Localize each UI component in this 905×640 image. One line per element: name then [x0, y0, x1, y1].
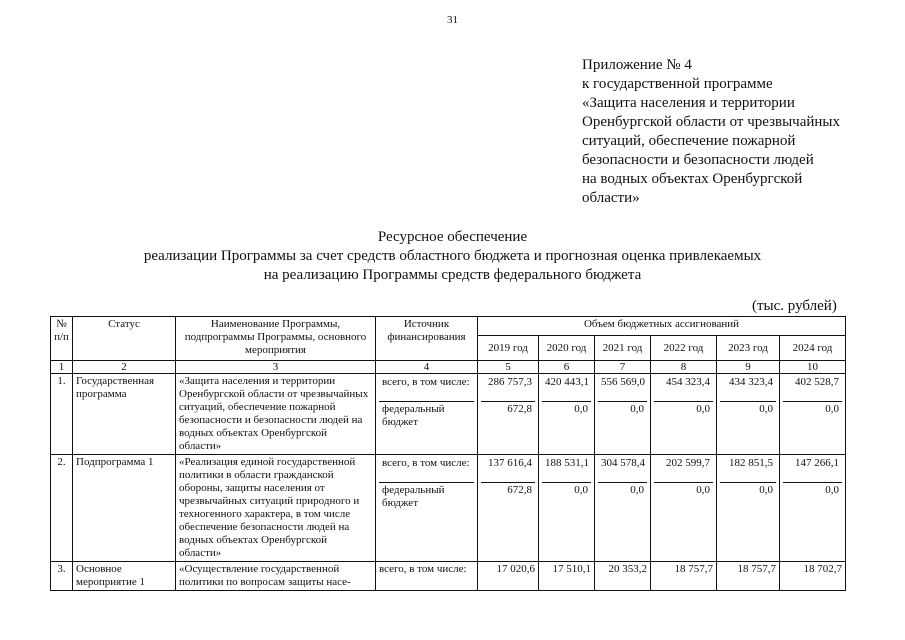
- appendix-line: на водных объектах Оренбургской: [582, 171, 803, 187]
- source-total: всего, в том числе:: [376, 562, 478, 591]
- row-status: Подпрограмма 1: [73, 455, 176, 562]
- title-line: Ресурсное обеспечение: [377, 229, 528, 245]
- column-index: 7: [595, 361, 651, 374]
- row-num: 1.: [51, 374, 73, 455]
- federal-value: 0,0: [696, 403, 710, 415]
- value-cell: [595, 455, 651, 562]
- appendix-line: Приложение № 4: [582, 57, 692, 73]
- header-year: 2023 год: [717, 336, 780, 361]
- federal-value: 0,0: [759, 484, 773, 496]
- column-index: 6: [539, 361, 595, 374]
- total-value: 188 531,1: [542, 456, 591, 483]
- column-index: 9: [717, 361, 780, 374]
- value-cell: [717, 374, 780, 455]
- document-title: [0, 228, 905, 285]
- budget-table: [50, 316, 846, 591]
- appendix-line: области»: [582, 190, 640, 206]
- source-total: всего, в том числе:: [379, 456, 474, 483]
- title-line: на реализацию Программы средств федерального бюджета: [263, 267, 642, 283]
- federal-value: 0,0: [825, 403, 840, 415]
- header-num: № п/п: [51, 317, 73, 361]
- column-index-row: [51, 361, 846, 374]
- federal-value: 672,8: [507, 484, 532, 496]
- value-cell: [717, 455, 780, 562]
- total-value: 18 757,7: [651, 562, 717, 591]
- appendix-note: [582, 56, 882, 208]
- column-index: 5: [478, 361, 539, 374]
- header-year: 2024 год: [780, 336, 846, 361]
- federal-value: 0,0: [759, 403, 773, 415]
- column-index: 3: [176, 361, 376, 374]
- value-cell: [539, 455, 595, 562]
- header-allocations: Объем бюджетных ассигнований: [478, 317, 846, 336]
- row-source: [376, 455, 478, 562]
- header-year: 2019 год: [478, 336, 539, 361]
- total-value: 137 616,4: [481, 456, 535, 483]
- appendix-line: ситуаций, обеспечение пожарной: [582, 133, 796, 149]
- total-value: 20 353,2: [595, 562, 651, 591]
- total-value: 402 528,7: [783, 375, 842, 402]
- column-index: 2: [73, 361, 176, 374]
- total-value: 304 578,4: [598, 456, 647, 483]
- column-index: 8: [651, 361, 717, 374]
- column-index: 4: [376, 361, 478, 374]
- header-year: 2020 год: [539, 336, 595, 361]
- column-index: 1: [51, 361, 73, 374]
- source-federal: федеральный бюджет: [382, 484, 445, 509]
- table-row: [51, 562, 846, 591]
- total-value: 18 757,7: [717, 562, 780, 591]
- total-value: 454 323,4: [654, 375, 713, 402]
- row-name: «Реализация единой государственной политики в области гражданской обороны, защиты населения от чрезвычайных ситуаций природного и техногенного характера, в том числе обеспечение безопасности людей на водных объектах Оренбургской области»: [176, 455, 376, 562]
- total-value: 147 266,1: [783, 456, 842, 483]
- federal-value: 0,0: [574, 403, 588, 415]
- appendix-line: Оренбургской области от чрезвычайных: [582, 114, 840, 130]
- value-cell: [651, 374, 717, 455]
- total-value: 182 851,5: [720, 456, 776, 483]
- federal-value: 0,0: [630, 403, 644, 415]
- header-name: Наименование Программы, подпрограммы Программы, основного мероприятия: [176, 317, 376, 361]
- value-cell: [780, 455, 846, 562]
- header-year: 2022 год: [651, 336, 717, 361]
- value-cell: [478, 374, 539, 455]
- total-value: 202 599,7: [654, 456, 713, 483]
- source-federal: федеральный бюджет: [382, 403, 445, 428]
- row-num: 3.: [51, 562, 73, 591]
- appendix-line: «Защита населения и территории: [582, 95, 795, 111]
- header-row: [51, 317, 846, 336]
- total-value: 18 702,7: [780, 562, 846, 591]
- header-source: Источник финансирования: [376, 317, 478, 361]
- total-value: 556 569,0: [598, 375, 647, 402]
- federal-value: 0,0: [574, 484, 588, 496]
- header-status: Статус: [73, 317, 176, 361]
- total-value: 17 020,6: [478, 562, 539, 591]
- federal-value: 0,0: [696, 484, 710, 496]
- appendix-line: безопасности и безопасности людей: [582, 152, 814, 168]
- federal-value: 0,0: [825, 484, 840, 496]
- row-source: [376, 374, 478, 455]
- federal-value: 672,8: [507, 403, 532, 415]
- row-name: «Защита населения и территории Оренбургской области от чрезвычайных ситуаций, обеспечение пожарной безопасности и безопасности людей на водных объектах Оренбургской области»: [176, 374, 376, 455]
- value-cell: [478, 455, 539, 562]
- total-value: 420 443,1: [542, 375, 591, 402]
- column-index: 10: [780, 361, 846, 374]
- source-total: всего, в том числе:: [379, 375, 474, 402]
- total-value: 286 757,3: [481, 375, 535, 402]
- value-cell: [780, 374, 846, 455]
- total-value: 434 323,4: [720, 375, 776, 402]
- value-cell: [539, 374, 595, 455]
- units-label: (тыс. рублей): [752, 298, 837, 314]
- value-cell: [651, 455, 717, 562]
- table-row: [51, 455, 846, 562]
- value-cell: [595, 374, 651, 455]
- row-status: Государственная программа: [73, 374, 176, 455]
- total-value: 17 510,1: [539, 562, 595, 591]
- row-num: 2.: [51, 455, 73, 562]
- header-year: 2021 год: [595, 336, 651, 361]
- row-name: «Осуществление государственной политики по вопросам защиты насе-: [176, 562, 376, 591]
- appendix-line: к государственной программе: [582, 76, 773, 92]
- row-status: Основное мероприятие 1: [73, 562, 176, 591]
- page-number: 31: [447, 14, 458, 26]
- table-row: [51, 374, 846, 455]
- title-line: реализации Программы за счет средств областного бюджета и прогнозная оценка привлекаемых: [143, 248, 762, 264]
- federal-value: 0,0: [630, 484, 644, 496]
